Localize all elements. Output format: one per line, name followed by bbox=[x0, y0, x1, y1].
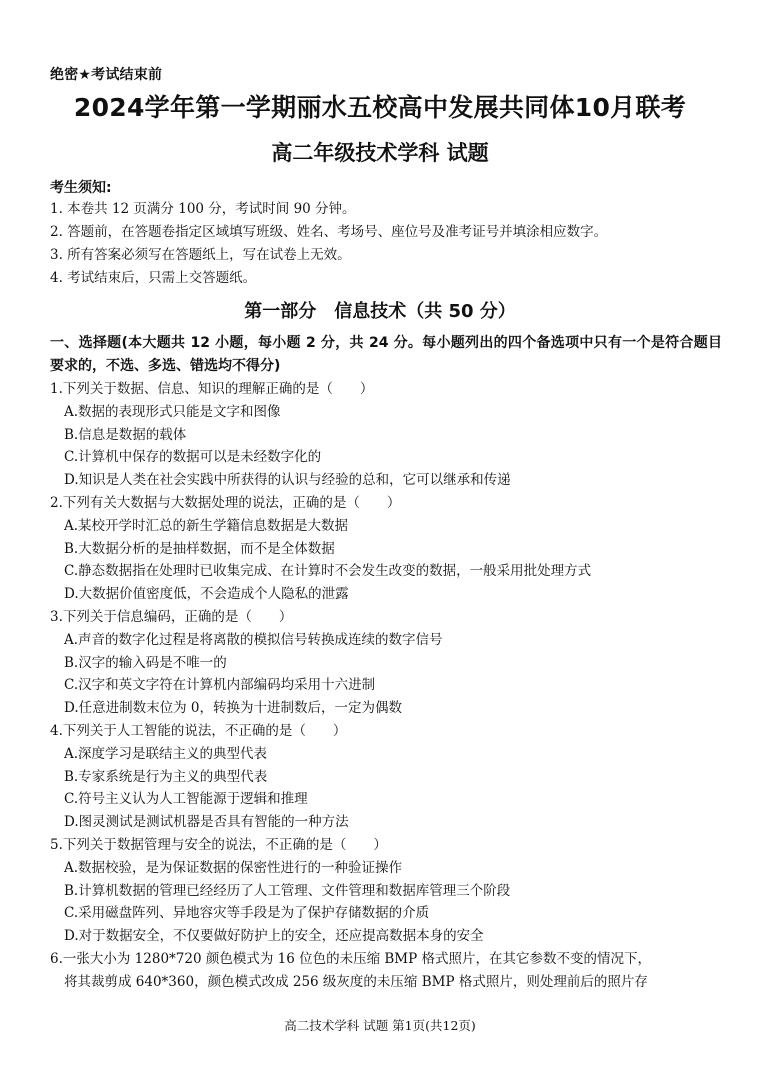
exam-title: 2024学年第一学期丽水五校高中发展共同体10月联考 bbox=[73, 93, 687, 122]
option-a: A.声音的数字化过程是将离散的模拟信号转换成连续的数字信号 bbox=[64, 631, 443, 648]
option-b: B.专家系统是行为主义的典型代表 bbox=[64, 768, 268, 785]
option-d: D.大数据价值密度低，不会造成个人隐私的泄露 bbox=[64, 586, 349, 603]
notice-item: 3. 所有答案必须写在答题纸上，写在试卷上无效。 bbox=[50, 247, 351, 263]
option-c: C.计算机中保存的数据可以是未经数字化的 bbox=[64, 449, 322, 466]
question-list bbox=[50, 378, 730, 994]
question-stem: 5.下列关于数据管理与安全的说法，不正确的是（ ） bbox=[50, 836, 387, 853]
notice-heading: 考生须知: bbox=[50, 180, 112, 196]
notice-item: 4. 考试结束后，只需上交答题纸。 bbox=[50, 270, 257, 286]
option-a: A.数据的表现形式只能是文字和图像 bbox=[64, 403, 281, 420]
confidential-label: 绝密★考试结束前 bbox=[50, 67, 163, 83]
question-stem: 4.下列关于人工智能的说法，不正确的是（ ） bbox=[50, 722, 347, 739]
notice-item: 2. 答题前，在答题卷指定区域填写班级、姓名、考场号、座位号及准考证号并填涂相应数字。 bbox=[50, 224, 608, 240]
question-5 bbox=[50, 834, 730, 948]
option-c: C.采用磁盘阵列、异地容灾等手段是为了保护存储数据的介质 bbox=[64, 905, 430, 922]
option-b: B.计算机数据的管理已经经历了人工管理、文件管理和数据库管理三个阶段 bbox=[64, 882, 511, 899]
option-c: C.汉字和英文字符在计算机内部编码均采用十六进制 bbox=[64, 677, 376, 694]
option-b: B.汉字的输入码是不唯一的 bbox=[64, 654, 227, 671]
option-d: D.任意进制数末位为 0，转换为十进制数后，一定为偶数 bbox=[64, 700, 403, 717]
question-4 bbox=[50, 720, 730, 834]
question-stem: 3.下列关于信息编码，正确的是（ ） bbox=[50, 608, 293, 625]
notice-item: 1. 本卷共 12 页满分 100 分，考试时间 90 分钟。 bbox=[50, 201, 356, 217]
notice-list bbox=[50, 198, 730, 290]
option-b: B.信息是数据的载体 bbox=[64, 426, 187, 443]
page-footer: 高二技术学科 试题 第1页(共12页) bbox=[284, 1018, 476, 1033]
option-c: C.静态数据指在处理时已收集完成、在计算时不会发生改变的数据，一般采用批处理方式 bbox=[64, 563, 592, 580]
part-title: 第一部分 信息技术（共 50 分） bbox=[244, 301, 516, 322]
option-a: A.深度学习是联结主义的典型代表 bbox=[64, 745, 268, 762]
option-b: B.大数据分析的是抽样数据，而不是全体数据 bbox=[64, 540, 335, 557]
question-6 bbox=[50, 948, 730, 994]
exam-subtitle: 高二年级技术学科 试题 bbox=[271, 141, 489, 165]
question-stem: 6.一张大小为 1280*720 颜色模式为 16 位色的未压缩 BMP 格式照片，在其它参数不变的情况下， bbox=[50, 950, 652, 967]
section-heading: 一、选择题(本大题共 12 小题，每小题 2 分，共 24 分。每小题列出的四个备选项中只有一个是符合题目要求的，不选、多选、错选均不得分) bbox=[50, 335, 722, 374]
option-a: A.某校开学时汇总的新生学籍信息数据是大数据 bbox=[64, 517, 349, 534]
question-3 bbox=[50, 606, 730, 720]
question-2 bbox=[50, 492, 730, 606]
question-stem: 2.下列有关大数据与大数据处理的说法，正确的是（ ） bbox=[50, 494, 401, 511]
question-1 bbox=[50, 378, 730, 492]
option-d: D.对于数据安全，不仅要做好防护上的安全，还应提高数据本身的安全 bbox=[64, 928, 484, 945]
option-a: A.数据校验，是为保证数据的保密性进行的一种验证操作 bbox=[64, 859, 403, 876]
option-c: C.符号主义认为人工智能源于逻辑和推理 bbox=[64, 791, 308, 808]
question-stem-continuation: 将其裁剪成 640*360，颜色模式改成 256 级灰度的未压缩 BMP 格式照片，则处理前后的照片存 bbox=[64, 973, 648, 990]
option-d: D.知识是人类在社会实践中所获得的认识与经验的总和，它可以继承和传递 bbox=[64, 472, 511, 489]
question-stem: 1.下列关于数据、信息、知识的理解正确的是（ ） bbox=[50, 381, 374, 397]
option-d: D.图灵测试是测试机器是否具有智能的一种方法 bbox=[64, 814, 349, 831]
